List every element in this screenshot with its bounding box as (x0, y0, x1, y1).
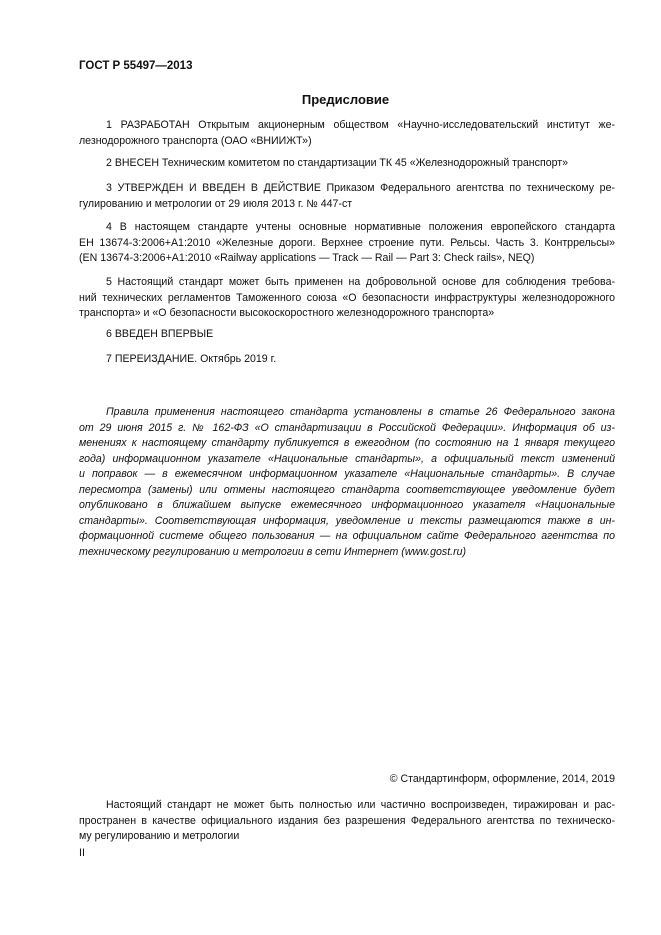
text-line: гулированию и метрологии от 29 июля 2013 г. № 447-ст (79, 197, 353, 210)
text-line: пространен в качестве официального издания без разрешения Федерального агентства по техническо- (79, 814, 615, 827)
text-line: пересмотра (замены) или отмены настоящего стандарта соответствующее уведомление будет (79, 483, 615, 496)
text-line: техническому регулированию и метрологии в сети Интернет (www.gost.ru) (79, 545, 467, 558)
foreword-item-2 (79, 156, 615, 172)
text-line: ЕН 13674-3:2006+А1:2010 «Железные дороги. Верхнее строение пути. Рельсы. Часть 3. Контррельсы» (79, 236, 615, 249)
text-line: формационной системе общего пользования — на официальном сайте Федерального агентства по (79, 530, 615, 542)
text-line: Настоящий стандарт не может быть полностью или частично воспроизведен, тиражирован и рас- (106, 799, 615, 811)
foreword-item-4 (79, 220, 615, 267)
text-line: Правила применения настоящего стандарта установлены в статье 26 Федерального закона (106, 406, 615, 418)
text-line: от 29 июня 2015 г. № 162-ФЗ «О стандартизации в Российской Федерации». Информация об из- (79, 421, 615, 434)
foreword-item-1 (79, 118, 615, 149)
text-line: 5 Настоящий стандарт может быть применен на добровольной основе для соблюдения требова- (106, 276, 615, 288)
foreword-item-3 (79, 181, 615, 212)
text-line: и поправок — в ежемесячном информационном указателе «Национальные стандарты». В случае (79, 468, 615, 480)
text-line: 4 В настоящем стандарте учтены основные нормативные положения европейского стандарта (106, 221, 615, 233)
text-line: 3 УТВЕРЖДЕН И ВВЕДЕН В ДЕЙСТВИЕ Приказом Федерального агентства по техническому ре- (106, 182, 615, 194)
text-line: опубликовано в ближайшем выпуске ежемесячного информационного указателя «Национальные (79, 499, 615, 511)
text-line: 7 ПЕРЕИЗДАНИЕ. Октябрь 2019 г. (106, 353, 277, 365)
foreword-item-6 (79, 327, 615, 343)
page-number: II (79, 847, 85, 859)
application-rules-notice (79, 405, 615, 560)
foreword-item-5 (79, 275, 615, 322)
page-title: Предисловие (301, 92, 390, 107)
text-line: 6 ВВЕДЕН ВПЕРВЫЕ (106, 328, 214, 340)
text-line: лезнодорожного транспорта (ОАО «ВНИИЖТ») (79, 134, 312, 147)
text-line: 2 ВНЕСЕН Техническим комитетом по стандартизации ТК 45 «Железнодорожный транспорт» (106, 157, 568, 169)
text-line: ний технических регламентов Таможенного союза «О безопасности инфраструктуры железнодорожного (79, 291, 615, 304)
foreword-item-7 (79, 352, 615, 368)
text-line: стандарты». Соответствующая информация, уведомление и тексты размещаются также в ин- (79, 514, 615, 527)
text-line: менениях к настоящему стандарту публикуется в ежегодном (по состоянию на 1 января текущего (79, 437, 615, 449)
copyright-notice: © Стандартинформ, оформление, 2014, 2019 (389, 773, 615, 785)
text-line: года) информационном указателе «Национальные стандарты», а официальный текст изменений (79, 452, 615, 465)
reproduction-notice (79, 798, 615, 845)
text-line: 1 РАЗРАБОТАН Открытым акционерным обществом «Научно-исследовательский институт же- (106, 119, 615, 131)
text-line: транспорта» и «О безопасности высокоскоростного железнодорожного транспорта» (79, 307, 495, 319)
document-code: ГОСТ Р 55497—2013 (79, 60, 193, 72)
text-line: (EN 13674-3:2006+A1:2010 «Railway applications — Track — Rail — Part 3: Check rails», NEQ) (79, 252, 535, 264)
text-line: му регулированию и метрологии (79, 830, 240, 842)
